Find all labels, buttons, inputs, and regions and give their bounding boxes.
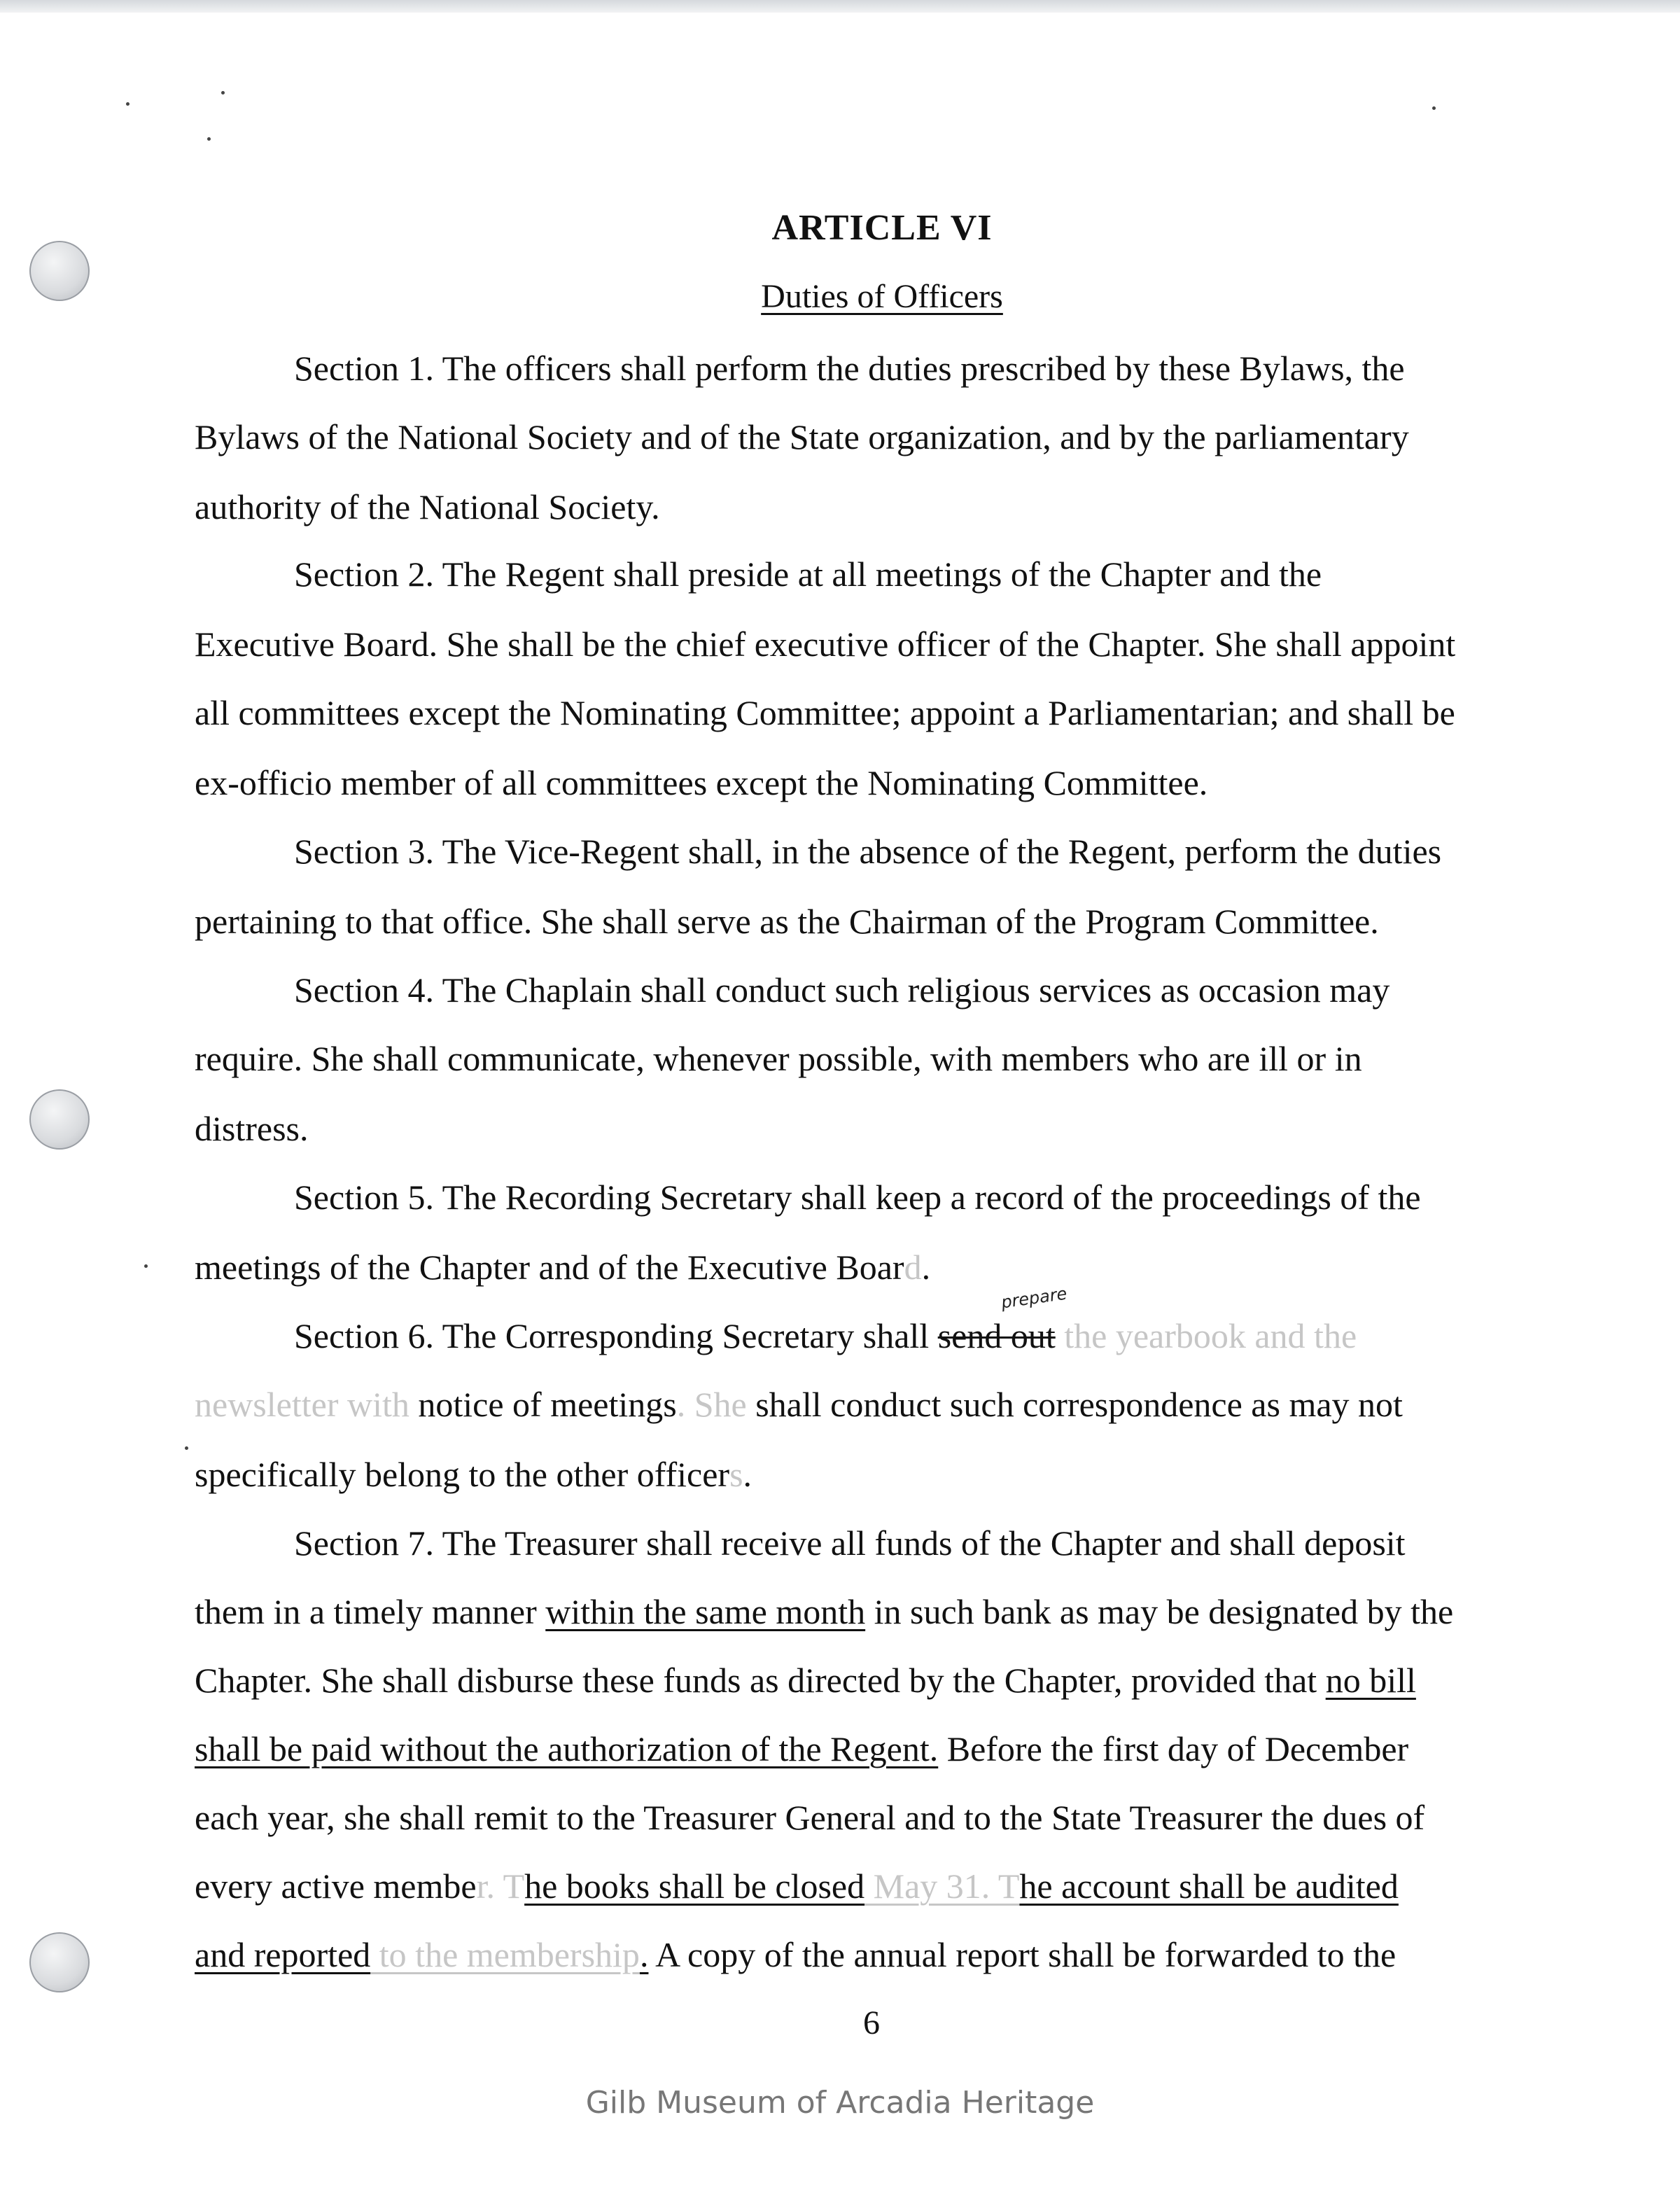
page-number: 6 [863, 2004, 880, 2041]
section-7-line-5: each year, she shall remit to the Treasurer General and to the State Treasurer the dues of [195, 1798, 1425, 1837]
section-3-line-1: Section 3. The Vice-Regent shall, in the absence of the Regent, perform the duties [294, 832, 1442, 871]
section-6-line-3: specifically belong to the other officers. [195, 1455, 752, 1494]
museum-watermark: Gilb Museum of Arcadia Heritage [585, 2085, 1095, 2121]
article-subtitle: Duties of Officers [761, 278, 1003, 315]
section-7-line-3: Chapter. She shall disburse these funds as directed by the Chapter, provided that no bill [195, 1661, 1416, 1700]
section-4-line-2: require. She shall communicate, whenever possible, with members who are ill or in [195, 1039, 1362, 1078]
section-1-line-2: Bylaws of the National Society and of the State organization, and by the parliamentary [195, 417, 1409, 456]
scan-speck [207, 137, 211, 141]
scan-speck [221, 91, 225, 95]
section-1-line-1: Section 1. The officers shall perform the duties prescribed by these Bylaws, the [294, 349, 1405, 388]
section-7-line-4: shall be paid without the authorization of the Regent. Before the first day of December [195, 1729, 1409, 1768]
struck-text: send out [937, 1316, 1056, 1355]
section-7-line-7: and reported to the membership. A copy of the annual report shall be forwarded to the [195, 1935, 1396, 1974]
scan-speck [1432, 106, 1436, 110]
section-6-line-1: Section 6. The Corresponding Secretary shall send out the yearbook and the [294, 1316, 1357, 1355]
scan-top-edge [0, 0, 1680, 13]
section-2-line-2: Executive Board. She shall be the chief executive officer of the Chapter. She shall appoint [195, 624, 1456, 664]
section-5-line-1: Section 5. The Recording Secretary shall keep a record of the proceedings of the [294, 1178, 1421, 1217]
punch-hole-middle [29, 1089, 90, 1150]
section-4-line-1: Section 4. The Chaplain shall conduct such religious services as occasion may [294, 970, 1390, 1010]
section-5-line-2: meetings of the Chapter and of the Executive Board. [195, 1248, 931, 1287]
handwritten-annotation: prepare [1000, 1283, 1068, 1313]
section-1-line-3: authority of the National Society. [195, 487, 660, 526]
section-7-line-1: Section 7. The Treasurer shall receive all funds of the Chapter and shall deposit [294, 1523, 1406, 1563]
scan-speck [144, 1264, 148, 1268]
article-heading: ARTICLE VI [771, 208, 993, 248]
section-7-line-6: every active member. The books shall be closed May 31. The account shall be audited [195, 1866, 1399, 1906]
scan-speck [185, 1446, 188, 1450]
punch-hole-bottom [29, 1932, 90, 1992]
section-7-line-2: them in a timely manner within the same month in such bank as may be designated by the [195, 1592, 1454, 1631]
scan-speck [126, 102, 130, 106]
section-2-line-3: all committees except the Nominating Committee; appoint a Parliamentarian; and shall be [195, 693, 1455, 732]
section-2-line-1: Section 2. The Regent shall preside at all meetings of the Chapter and the [294, 554, 1322, 594]
section-2-line-4: ex-officio member of all committees except the Nominating Committee. [195, 763, 1208, 802]
section-6-line-2: newsletter with notice of meetings. She shall conduct such correspondence as may not [195, 1385, 1403, 1424]
section-4-line-3: distress. [195, 1109, 309, 1148]
section-3-line-2: pertaining to that office. She shall serve as the Chairman of the Program Committee. [195, 902, 1379, 941]
